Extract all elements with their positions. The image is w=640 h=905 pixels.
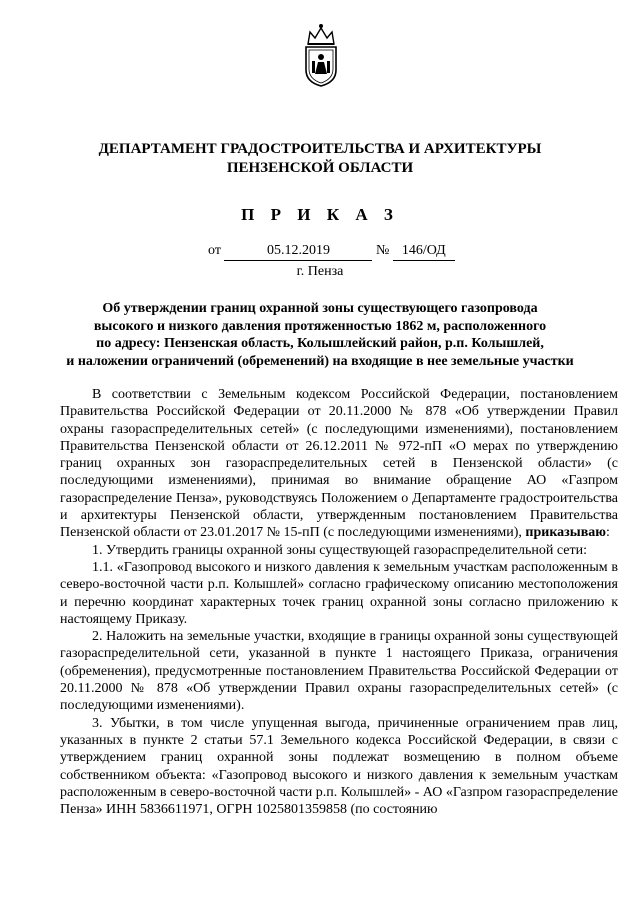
- document-type-heading: П Р И К А З: [241, 205, 399, 224]
- clause-1-1: 1.1. «Газопровод высокого и низкого давления к земельным участкам расположенным в северо-восточной части р.п. Колышлей» согласно графическому описанию местоположения и перечню координат характерных точек границ охранной зоны согласно приложению к настоящему Приказу.: [60, 559, 618, 627]
- organization-name: [0, 140, 640, 178]
- preamble-colon: :: [606, 525, 610, 541]
- clause-2: 2. Наложить на земельные участки, входящие в границы охранной зоны существующей газораспределительной сети, указанной в пункте 1 настоящего Приказа, ограничения (обременения), предусмотренные постановлением Правительства Российской Федерации от 20.11.2000 № 878 «Об утверждении Правил охраны газораспределительных сетей» (с последующими изменениями).: [60, 629, 618, 714]
- subject-line1: Об утверждении границ охранной зоны существующего газопровода: [102, 301, 538, 316]
- clause-1: 1. Утвердить границы охранной зоны существующей газораспределительной сети:: [92, 542, 587, 558]
- date-prefix: от: [208, 243, 221, 258]
- city: г. Пенза: [296, 264, 344, 279]
- order-date: 05.12.2019: [224, 242, 372, 261]
- order-verb: приказываю: [525, 525, 606, 541]
- subject-line3: по адресу: Пензенская область, Колышлейский район, р.п. Колышлей,: [96, 336, 544, 351]
- order-subject: [60, 300, 580, 370]
- subject-line2: высокого и низкого давления протяженностью 1862 м, расположенного: [93, 318, 547, 334]
- preamble-paragraph: [60, 386, 618, 542]
- subject-line4: и наложении ограничений (обременений) на входящие в нее земельные участки: [66, 353, 574, 369]
- organization-name-line1: ДЕПАРТАМЕНТ ГРАДОСТРОИТЕЛЬСТВА И АРХИТЕКТУРЫ: [98, 141, 542, 157]
- organization-name-line2: ПЕНЗЕНСКОЙ ОБЛАСТИ: [226, 160, 414, 176]
- penza-coat-of-arms-icon: [298, 22, 344, 88]
- number-prefix: №: [375, 243, 390, 258]
- clause-3: 3. Убытки, в том числе упущенная выгода, причиненные ограничением прав лиц, указанных в пункте 2 статьи 57.1 Земельного кодекса Российской Федерации, в связи с утверждением границ охранной зоны подлежат возмещению в полном объеме собственником объекта: «Газопровод высокого и низкого давления к земельным участкам расположенным в северо-восточной части р.п. Колышлей» - АО «Газпром газораспределение Пенза» ИНН 5836611971, ОГРН 1025801359858 (по состоянию: [60, 715, 618, 818]
- preamble-text: В соответствии с Земельным кодексом Российской Федерации, постановлением Правительства Российской Федерации от 20.11.2000 № 878 «Об утверждении Правил охраны газораспределительных сетей» (с последующими изменениями), постановлением Правительства Пензенской области от 26.12.2011 № 972-пП «О мерах по утверждению границ охранных зон газораспределительных сетей в Пензенской области» (с последующими изменениями), принимая во внимание обращение АО «Газпром газораспределение Пенза», руководствуясь Положением о Департаменте градостроительства и архитектуры Пензенской области, утвержденным постановлением Правительства Пензенской области от 23.01.2017 № 15-пП (с последующими изменениями),: [60, 387, 618, 541]
- order-body: [60, 386, 618, 818]
- date-number-line: [208, 242, 455, 261]
- order-number: 146/ОД: [393, 242, 455, 261]
